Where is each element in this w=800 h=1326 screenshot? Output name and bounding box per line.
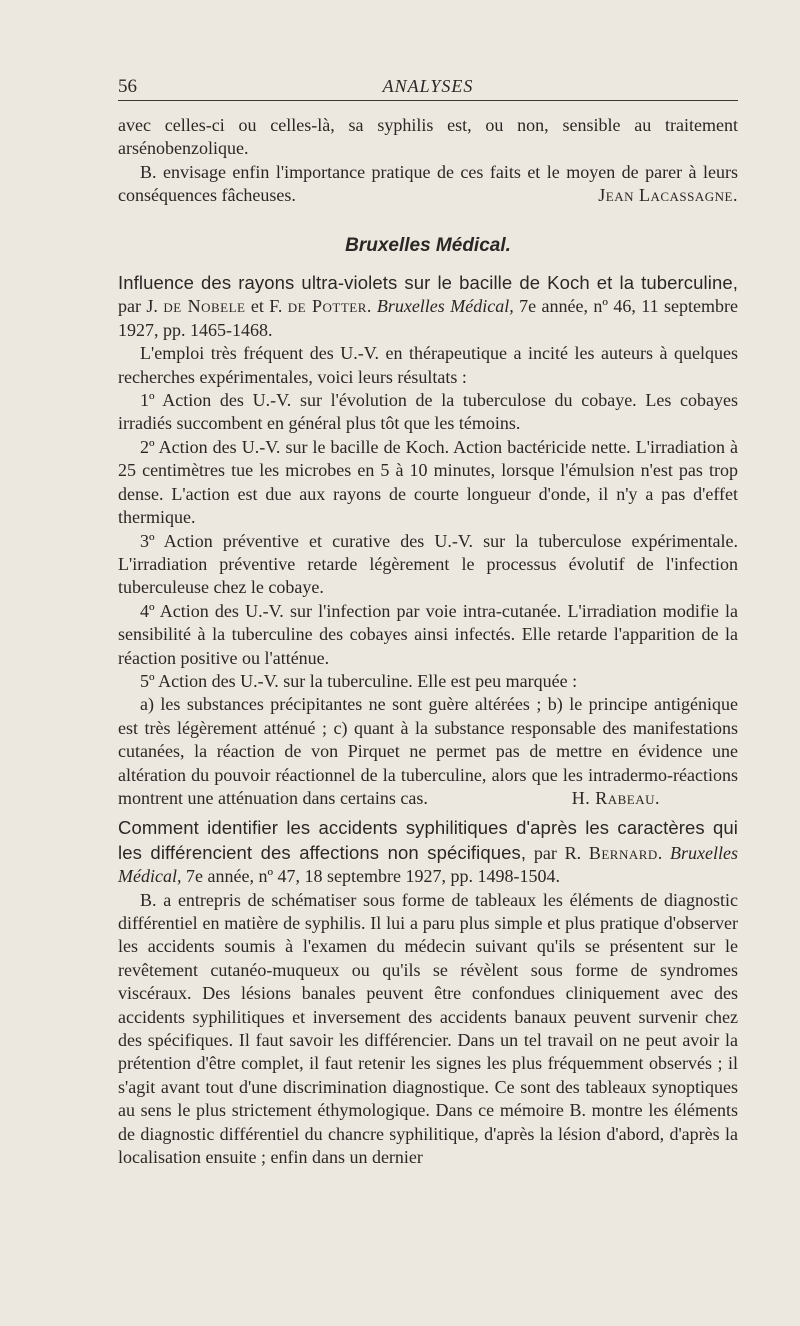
abstract-paragraph: L'emploi très fréquent des U.-V. en thérapeutique a incité les auteurs à quelques recherches expérimentales, voici leurs résultats : (118, 343, 738, 387)
abstract-paragraph: a) les substances précipitantes ne sont guère altérées ; b) le principe antigénique est très légèrement atténué ; c) quant à la substance responsable des manifestations cutanées, la réaction de von Pirquet ne permet pas de mettre en évidence une altération du pouvoir réactionnel de la tuberculine, alors que les intradermo-réactions montrent une atténuation dans certains cas. (118, 694, 738, 808)
reviewer-signature: Jean Lacassagne. (598, 185, 738, 206)
author-name: Bernard (588, 842, 658, 863)
source-journal: Bruxelles Médical, (376, 296, 514, 317)
journal-section-title: Bruxelles Médical. (345, 234, 511, 256)
author-name: de Potter (287, 296, 367, 317)
article-heading (118, 816, 738, 888)
abstract-paragraph: B. a entrepris de schématiser sous forme de tableaux les éléments de diagnostic différentiel en matière de syphilis. Il lui a paru plus simple et plus pratique d'observer les accidents soumis à l'examen du médecin suivant qu'ils se présentent sur le revêtement cutanéo-muqueux ou qu'ils se révèlent sous forme de syndromes viscéraux. Des lésions banales peuvent être confondues cliniquement avec des accidents syphilitiques et inversement des accidents banaux peuvent survenir chez des spécifiques. Il faut savoir les différencier. Dans un tel travail on ne peut avoir la prétention d'être complet, il faut retenir les signes les plus fréquemment observés ; il s'agit avant tout d'une discrimination diagnostique. Ce sont des tableaux synoptiques au sens le plus strictement éthymologique. Dans ce mémoire B. montre les éléments de diagnostic différentiel du chancre syphilitique, d'après la lésion d'abord, d'après la localisation ensuite ; enfin dans un dernier (118, 889, 738, 1168)
page-header (118, 72, 738, 101)
page-body (118, 114, 738, 1170)
source-journal: Bruxelles Médical, (118, 842, 739, 887)
article-title: Influence des rayons ultra-violets sur le bacille de Koch et la tuberculine, (118, 272, 738, 294)
abstract-paragraph: 1º Action des U.-V. sur l'évolution de la tuberculose du cobaye. Les cobayes irradiés succombent en général plus tôt que les témoins. (118, 390, 738, 434)
byline-separator: . (366, 296, 377, 317)
byline-prefix: par R. (526, 842, 589, 863)
page-number: 56 (118, 76, 137, 97)
abstract-paragraph: 3º Action préventive et curative des U.-V. sur la tuberculose expérimentale. L'irradiation préventive retarde légèrement le processus évolutif de l'infection tuberculeuse chez le cobaye. (118, 530, 738, 598)
byline-prefix: par J. (118, 296, 164, 317)
article-title: Comment identifier les accidents syphilitiques d'après les caractères qui les différencient des affections non spécifiques, (118, 817, 738, 863)
continued-paragraph: avec celles-ci ou celles-là, sa syphilis est, ou non, sensible au traitement arsénobenzolique. (118, 115, 738, 159)
abstract-paragraph: 2º Action des U.-V. sur le bacille de Koch. Action bactéricide nette. L'irradiation à 25 centimètres tue les microbes en 5 à 10 minutes, lorsque l'émulsion n'est pas trop dense. L'action est due aux rayons de courte longueur d'onde, il n'y a pas d'effet thermique. (118, 436, 738, 528)
abstract-paragraph: 4º Action des U.-V. sur l'infection par voie intra-cutanée. L'irradiation modifie la sensibilité à la tuberculine des cobayes ainsi infectés. Elle retarde l'apparition de la réaction positive ou l'atténue. (118, 600, 738, 668)
running-head: ANALYSES (382, 76, 474, 96)
source-details: 7e année, nº 47, 18 septembre 1927, pp. 1498-1504. (181, 866, 560, 887)
author-name: de Nobele (163, 296, 246, 317)
reviewer-signature: H. Rabeau. (571, 788, 660, 808)
source-details: 7e année, nº 46, 11 septembre 1927, pp. 1465-1468. (118, 296, 739, 340)
closing-text: B. envisage enfin l'importance pratique de ces faits et le moyen de parer à leurs conséquences fâcheuses. (118, 161, 738, 206)
byline-separator: . (657, 842, 671, 863)
abstract-paragraph: 5º Action des U.-V. sur la tuberculine. Elle est peu marquée : (140, 670, 578, 691)
byline-and: et F. (245, 296, 288, 317)
article-heading (118, 271, 738, 342)
